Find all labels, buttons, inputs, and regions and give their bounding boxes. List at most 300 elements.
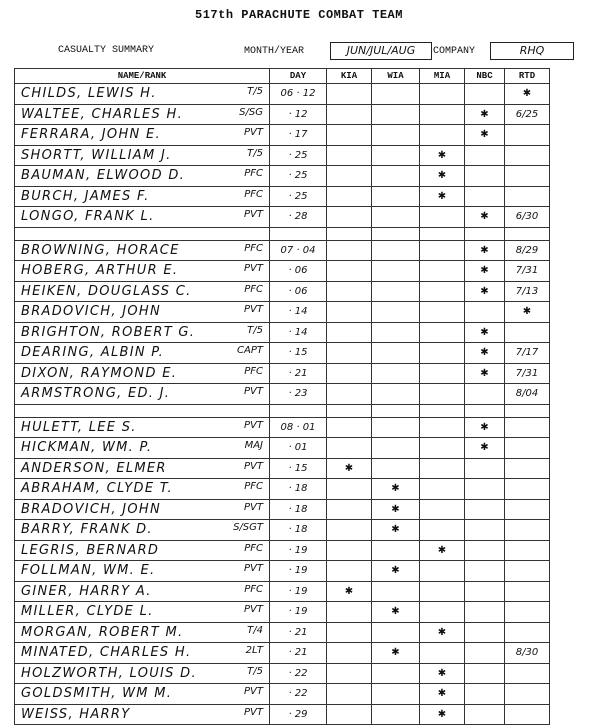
table-row bbox=[15, 520, 550, 541]
kia-cell bbox=[327, 240, 372, 261]
nbc-cell bbox=[465, 520, 505, 541]
mia-cell bbox=[420, 104, 465, 125]
nbc-cell bbox=[465, 499, 505, 520]
month-year-value: JUN/JUL/AUG bbox=[330, 42, 432, 60]
empty-cell bbox=[15, 404, 270, 417]
kia-cell bbox=[327, 145, 372, 166]
person-rank: PVT bbox=[244, 263, 263, 274]
rtd-cell: 7/31 bbox=[505, 363, 550, 384]
mia-cell bbox=[420, 520, 465, 541]
day-cell: · 14 bbox=[270, 322, 327, 343]
nbc-cell bbox=[465, 186, 505, 207]
name-cell bbox=[15, 479, 270, 500]
table-body bbox=[15, 84, 550, 725]
name-cell bbox=[15, 458, 270, 479]
empty-cell bbox=[420, 404, 465, 417]
person-rank: PVT bbox=[244, 419, 263, 431]
wia-cell: ✱ bbox=[372, 602, 420, 623]
mia-cell bbox=[420, 438, 465, 459]
wia-cell bbox=[372, 417, 420, 438]
wia-cell bbox=[372, 240, 420, 261]
mia-cell bbox=[420, 602, 465, 623]
person-rank: PVT bbox=[244, 304, 263, 315]
person-rank: PVT bbox=[244, 686, 263, 697]
day-cell: · 21 bbox=[270, 643, 327, 664]
nbc-cell: ✱ bbox=[465, 261, 505, 282]
wia-cell bbox=[372, 684, 420, 705]
col-wia: WIA bbox=[372, 69, 420, 84]
rtd-cell bbox=[505, 417, 550, 438]
person-name: WEISS, HARRY bbox=[21, 706, 131, 722]
day-cell: · 18 bbox=[270, 520, 327, 541]
person-rank: T/5 bbox=[247, 147, 263, 159]
table-row bbox=[15, 384, 550, 405]
mia-cell: ✱ bbox=[420, 166, 465, 187]
wia-cell bbox=[372, 104, 420, 125]
day-cell: · 18 bbox=[270, 479, 327, 500]
kia-cell bbox=[327, 663, 372, 684]
name-cell bbox=[15, 643, 270, 664]
mia-cell bbox=[420, 240, 465, 261]
rtd-cell bbox=[505, 540, 550, 561]
rtd-cell bbox=[505, 125, 550, 146]
table-row bbox=[15, 302, 550, 323]
rtd-cell bbox=[505, 561, 550, 582]
table-row bbox=[15, 240, 550, 261]
person-name: HULETT, LEE S. bbox=[21, 419, 137, 435]
wia-cell bbox=[372, 207, 420, 228]
table-row bbox=[15, 540, 550, 561]
table-row bbox=[15, 417, 550, 438]
day-cell: · 21 bbox=[270, 622, 327, 643]
name-cell bbox=[15, 84, 270, 105]
nbc-cell bbox=[465, 643, 505, 664]
person-rank: S/SG bbox=[239, 106, 263, 118]
kia-cell bbox=[327, 704, 372, 725]
kia-cell: ✱ bbox=[327, 458, 372, 479]
wia-cell bbox=[372, 145, 420, 166]
day-cell: · 25 bbox=[270, 186, 327, 207]
table-row bbox=[15, 166, 550, 187]
col-mia: MIA bbox=[420, 69, 465, 84]
mia-cell bbox=[420, 125, 465, 146]
col-rtd: RTD bbox=[505, 69, 550, 84]
person-name: MILLER, CLYDE L. bbox=[21, 604, 154, 620]
person-rank: PVT bbox=[244, 604, 263, 615]
wia-cell bbox=[372, 281, 420, 302]
person-name: BROWNING, HORACE bbox=[21, 242, 180, 258]
nbc-cell bbox=[465, 561, 505, 582]
person-name: FOLLMAN, WM. E. bbox=[21, 563, 156, 579]
rtd-cell: 7/31 bbox=[505, 261, 550, 282]
wia-cell bbox=[372, 438, 420, 459]
person-name: HEIKEN, DOUGLASS C. bbox=[21, 283, 192, 299]
kia-cell bbox=[327, 622, 372, 643]
mia-cell bbox=[420, 499, 465, 520]
person-name: BARRY, FRANK D. bbox=[21, 522, 153, 538]
name-cell bbox=[15, 417, 270, 438]
person-name: BRADOVICH, JOHN bbox=[21, 304, 161, 320]
name-cell bbox=[15, 145, 270, 166]
empty-cell bbox=[372, 227, 420, 240]
empty-cell bbox=[465, 227, 505, 240]
table-row bbox=[15, 499, 550, 520]
nbc-cell bbox=[465, 540, 505, 561]
person-rank: 2LT bbox=[245, 645, 263, 656]
name-cell bbox=[15, 581, 270, 602]
kia-cell bbox=[327, 438, 372, 459]
mia-cell bbox=[420, 322, 465, 343]
kia-cell bbox=[327, 561, 372, 582]
day-cell: · 22 bbox=[270, 663, 327, 684]
day-cell: · 19 bbox=[270, 581, 327, 602]
person-rank: T/5 bbox=[247, 86, 263, 97]
person-name: ABRAHAM, CLYDE T. bbox=[21, 481, 173, 497]
mia-cell bbox=[420, 643, 465, 664]
kia-cell bbox=[327, 384, 372, 405]
person-name: FERRARA, JOHN E. bbox=[21, 127, 161, 143]
kia-cell: ✱ bbox=[327, 581, 372, 602]
wia-cell bbox=[372, 84, 420, 105]
person-rank: S/SGT bbox=[233, 522, 263, 533]
nbc-cell bbox=[465, 145, 505, 166]
wia-cell: ✱ bbox=[372, 479, 420, 500]
nbc-cell: ✱ bbox=[465, 104, 505, 125]
empty-cell bbox=[465, 404, 505, 417]
empty-cell bbox=[270, 404, 327, 417]
name-cell bbox=[15, 281, 270, 302]
nbc-cell: ✱ bbox=[465, 207, 505, 228]
nbc-cell bbox=[465, 384, 505, 405]
person-rank: PFC bbox=[244, 242, 263, 254]
rtd-cell: 8/29 bbox=[505, 240, 550, 261]
wia-cell bbox=[372, 384, 420, 405]
wia-cell: ✱ bbox=[372, 561, 420, 582]
person-rank: PFC bbox=[244, 481, 263, 492]
rtd-cell bbox=[505, 622, 550, 643]
name-cell bbox=[15, 207, 270, 228]
rtd-cell bbox=[505, 438, 550, 459]
day-cell: · 25 bbox=[270, 166, 327, 187]
kia-cell bbox=[327, 499, 372, 520]
day-cell: · 18 bbox=[270, 499, 327, 520]
name-cell bbox=[15, 704, 270, 725]
person-rank: MAJ bbox=[244, 440, 263, 451]
table-row bbox=[15, 343, 550, 364]
name-cell bbox=[15, 684, 270, 705]
rtd-cell bbox=[505, 602, 550, 623]
person-rank: PVT bbox=[244, 386, 263, 397]
nbc-cell: ✱ bbox=[465, 438, 505, 459]
mia-cell bbox=[420, 281, 465, 302]
col-day: DAY bbox=[270, 69, 327, 84]
person-name: HOLZWORTH, LOUIS D. bbox=[21, 665, 197, 681]
name-cell bbox=[15, 104, 270, 125]
person-name: BRADOVICH, JOHN bbox=[21, 501, 161, 517]
nbc-cell bbox=[465, 684, 505, 705]
mia-cell bbox=[420, 458, 465, 479]
mia-cell bbox=[420, 207, 465, 228]
day-cell: · 15 bbox=[270, 343, 327, 364]
col-name-rank: NAME/RANK bbox=[15, 69, 270, 84]
day-cell: · 19 bbox=[270, 540, 327, 561]
rtd-cell bbox=[505, 520, 550, 541]
nbc-cell: ✱ bbox=[465, 322, 505, 343]
empty-cell bbox=[505, 227, 550, 240]
mia-cell: ✱ bbox=[420, 663, 465, 684]
rtd-cell: 6/25 bbox=[505, 104, 550, 125]
nbc-cell bbox=[465, 704, 505, 725]
person-name: GOLDSMITH, WM M. bbox=[21, 686, 173, 702]
name-cell bbox=[15, 343, 270, 364]
name-cell bbox=[15, 663, 270, 684]
mia-cell: ✱ bbox=[420, 145, 465, 166]
table-row bbox=[15, 602, 550, 623]
nbc-cell bbox=[465, 622, 505, 643]
person-name: BURCH, JAMES F. bbox=[21, 188, 150, 204]
name-cell bbox=[15, 125, 270, 146]
rtd-cell: ✱ bbox=[505, 84, 550, 105]
rtd-cell: ✱ bbox=[505, 302, 550, 323]
empty-cell bbox=[327, 404, 372, 417]
nbc-cell bbox=[465, 458, 505, 479]
rtd-cell: 6/30 bbox=[505, 207, 550, 228]
table-row bbox=[15, 322, 550, 343]
wia-cell bbox=[372, 622, 420, 643]
name-cell bbox=[15, 384, 270, 405]
rtd-cell bbox=[505, 458, 550, 479]
person-rank: PFC bbox=[244, 365, 263, 377]
mia-cell bbox=[420, 561, 465, 582]
nbc-cell bbox=[465, 479, 505, 500]
person-name: BAUMAN, ELWOOD D. bbox=[21, 168, 186, 184]
wia-cell bbox=[372, 458, 420, 479]
name-cell bbox=[15, 186, 270, 207]
wia-cell: ✱ bbox=[372, 499, 420, 520]
wia-cell bbox=[372, 125, 420, 146]
wia-cell bbox=[372, 343, 420, 364]
day-cell: · 06 bbox=[270, 261, 327, 282]
mia-cell: ✱ bbox=[420, 684, 465, 705]
name-cell bbox=[15, 438, 270, 459]
day-cell: · 15 bbox=[270, 458, 327, 479]
table-row bbox=[15, 581, 550, 602]
table-row bbox=[15, 622, 550, 643]
day-cell: · 21 bbox=[270, 363, 327, 384]
table-row bbox=[15, 663, 550, 684]
day-cell: · 12 bbox=[270, 104, 327, 125]
day-cell: · 19 bbox=[270, 602, 327, 623]
mia-cell bbox=[420, 384, 465, 405]
person-rank: CAPT bbox=[237, 345, 263, 356]
person-name: BRIGHTON, ROBERT G. bbox=[21, 324, 196, 340]
day-cell: · 14 bbox=[270, 302, 327, 323]
nbc-cell bbox=[465, 663, 505, 684]
person-name: LONGO, FRANK L. bbox=[21, 209, 155, 225]
table-row bbox=[15, 458, 550, 479]
blank-row bbox=[15, 404, 550, 417]
name-cell bbox=[15, 540, 270, 561]
col-nbc: NBC bbox=[465, 69, 505, 84]
form-title: 517th PARACHUTE COMBAT TEAM bbox=[195, 8, 403, 22]
person-rank: PVT bbox=[244, 460, 263, 472]
rtd-cell: 7/13 bbox=[505, 281, 550, 302]
table-row bbox=[15, 438, 550, 459]
month-year-label: MONTH/YEAR bbox=[244, 46, 305, 57]
name-cell bbox=[15, 622, 270, 643]
person-name: DIXON, RAYMOND E. bbox=[21, 365, 178, 381]
person-name: HOBERG, ARTHUR E. bbox=[21, 263, 179, 279]
nbc-cell bbox=[465, 84, 505, 105]
kia-cell bbox=[327, 104, 372, 125]
kia-cell bbox=[327, 322, 372, 343]
day-cell: · 28 bbox=[270, 207, 327, 228]
name-cell bbox=[15, 240, 270, 261]
rtd-cell bbox=[505, 499, 550, 520]
rtd-cell bbox=[505, 166, 550, 187]
person-rank: PVT bbox=[244, 209, 263, 220]
day-cell: 08 · 01 bbox=[270, 417, 327, 438]
wia-cell bbox=[372, 302, 420, 323]
table-row bbox=[15, 186, 550, 207]
table-row bbox=[15, 684, 550, 705]
kia-cell bbox=[327, 520, 372, 541]
name-cell bbox=[15, 166, 270, 187]
day-cell: 07 · 04 bbox=[270, 240, 327, 261]
wia-cell bbox=[372, 540, 420, 561]
person-rank: T/5 bbox=[247, 324, 263, 336]
rtd-cell bbox=[505, 145, 550, 166]
mia-cell bbox=[420, 84, 465, 105]
wia-cell bbox=[372, 704, 420, 725]
person-rank: PFC bbox=[244, 283, 263, 295]
kia-cell bbox=[327, 261, 372, 282]
empty-cell bbox=[270, 227, 327, 240]
mia-cell bbox=[420, 479, 465, 500]
rtd-cell bbox=[505, 684, 550, 705]
person-rank: PVT bbox=[244, 501, 263, 513]
person-name: LEGRIS, BERNARD bbox=[21, 542, 160, 558]
wia-cell bbox=[372, 322, 420, 343]
mia-cell bbox=[420, 417, 465, 438]
person-name: MINATED, CHARLES H. bbox=[21, 645, 192, 661]
name-cell bbox=[15, 302, 270, 323]
name-cell bbox=[15, 363, 270, 384]
name-cell bbox=[15, 561, 270, 582]
blank-row bbox=[15, 227, 550, 240]
table-row bbox=[15, 643, 550, 664]
nbc-cell bbox=[465, 166, 505, 187]
kia-cell bbox=[327, 643, 372, 664]
table-row bbox=[15, 84, 550, 105]
kia-cell bbox=[327, 540, 372, 561]
mia-cell bbox=[420, 343, 465, 364]
rtd-cell bbox=[505, 322, 550, 343]
empty-cell bbox=[505, 404, 550, 417]
mia-cell: ✱ bbox=[420, 186, 465, 207]
company-value: RHQ bbox=[490, 42, 574, 60]
person-rank: PVT bbox=[244, 563, 263, 574]
day-cell: · 19 bbox=[270, 561, 327, 582]
rtd-cell bbox=[505, 581, 550, 602]
day-cell: · 23 bbox=[270, 384, 327, 405]
name-cell bbox=[15, 261, 270, 282]
nbc-cell: ✱ bbox=[465, 417, 505, 438]
day-cell: · 29 bbox=[270, 704, 327, 725]
wia-cell bbox=[372, 663, 420, 684]
table-row bbox=[15, 104, 550, 125]
person-rank: T/5 bbox=[247, 665, 263, 677]
day-cell: · 22 bbox=[270, 684, 327, 705]
rtd-cell: 8/04 bbox=[505, 384, 550, 405]
person-name: ARMSTRONG, ED. J. bbox=[21, 386, 171, 402]
rtd-cell bbox=[505, 186, 550, 207]
rtd-cell bbox=[505, 663, 550, 684]
table-row bbox=[15, 561, 550, 582]
mia-cell: ✱ bbox=[420, 622, 465, 643]
nbc-cell: ✱ bbox=[465, 343, 505, 364]
empty-cell bbox=[372, 404, 420, 417]
mia-cell bbox=[420, 581, 465, 602]
casualty-table bbox=[14, 68, 550, 725]
wia-cell bbox=[372, 166, 420, 187]
table-row bbox=[15, 207, 550, 228]
wia-cell bbox=[372, 581, 420, 602]
person-name: ANDERSON, ELMER bbox=[21, 460, 167, 476]
kia-cell bbox=[327, 302, 372, 323]
nbc-cell: ✱ bbox=[465, 363, 505, 384]
kia-cell bbox=[327, 363, 372, 384]
kia-cell bbox=[327, 343, 372, 364]
empty-cell bbox=[327, 227, 372, 240]
mia-cell: ✱ bbox=[420, 704, 465, 725]
empty-cell bbox=[420, 227, 465, 240]
day-cell: · 17 bbox=[270, 125, 327, 146]
name-cell bbox=[15, 322, 270, 343]
day-cell: · 25 bbox=[270, 145, 327, 166]
person-rank: PFC bbox=[244, 188, 263, 200]
person-rank: PVT bbox=[244, 706, 263, 718]
kia-cell bbox=[327, 84, 372, 105]
name-cell bbox=[15, 520, 270, 541]
table-header-row bbox=[15, 69, 550, 84]
nbc-cell: ✱ bbox=[465, 125, 505, 146]
mia-cell bbox=[420, 302, 465, 323]
person-rank: T/4 bbox=[247, 624, 263, 636]
table-row bbox=[15, 281, 550, 302]
mia-cell bbox=[420, 261, 465, 282]
kia-cell bbox=[327, 602, 372, 623]
kia-cell bbox=[327, 207, 372, 228]
kia-cell bbox=[327, 186, 372, 207]
person-rank: PFC bbox=[244, 168, 263, 179]
person-name: WALTEE, CHARLES H. bbox=[21, 106, 184, 122]
person-name: HICKMAN, WM. P. bbox=[21, 440, 153, 456]
table-row bbox=[15, 363, 550, 384]
person-rank: PFC bbox=[244, 542, 263, 554]
mia-cell bbox=[420, 363, 465, 384]
kia-cell bbox=[327, 417, 372, 438]
rtd-cell: 7/17 bbox=[505, 343, 550, 364]
nbc-cell bbox=[465, 581, 505, 602]
day-cell: · 01 bbox=[270, 438, 327, 459]
nbc-cell: ✱ bbox=[465, 281, 505, 302]
kia-cell bbox=[327, 125, 372, 146]
empty-cell bbox=[15, 227, 270, 240]
person-name: DEARING, ALBIN P. bbox=[21, 345, 165, 361]
kia-cell bbox=[327, 479, 372, 500]
table-row bbox=[15, 479, 550, 500]
